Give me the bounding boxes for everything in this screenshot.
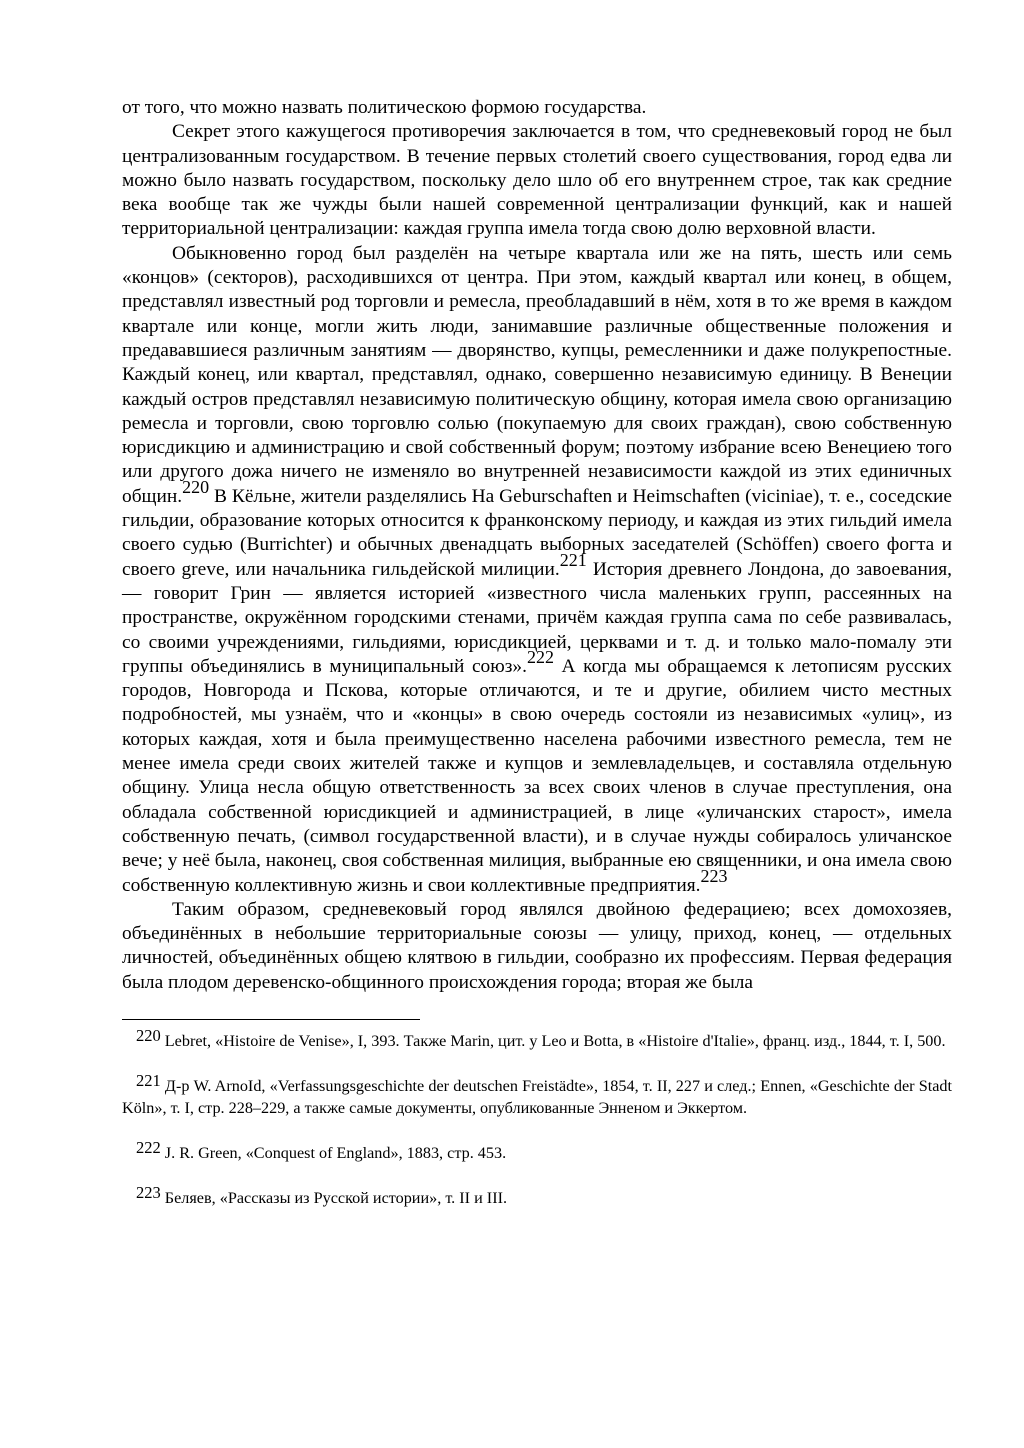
footnote-text: Д-р W. ArnoId, «Verfassungsgeschichte der deutschen Freistädte», 1854, т. II, 227 и след.; Ennen, «Geschichte der Stadt Köln», т. I, стр. 228–229, а также самые документы, опубликованные Энненом и Эккертом. — [122, 1076, 952, 1117]
paragraph-3 — [122, 242, 952, 898]
paragraph-2: Секрет этого кажущегося противоречия заключается в том, что средневековый город не был централизованным государством. В течение первых столетий своего существования, город едва ли можно было назвать государством, поскольку дело шло об его внутреннем строе, так как средние века вообще так же чужды были нашей современной централизации функций, как и нашей территориальной централизации: каждая группа имела тогда свою долю верховной власти. — [122, 121, 952, 240]
paragraph-3-part-3: История древнего Лондона, до завоевания, — говорит Грин — является историей «известного числа маленьких групп, рассеянных на пространстве, окружённом городскими стенами, причём каждая группа сама по себе развивалась, со своими учреждениями, гильдиями, юрисдикцией, церквами и т. д. и только мало-помалу эти группы объединялись в муниципальный союз». — [122, 558, 952, 677]
paragraph-3-part-2: В Кёльне, жители разделялись На Geburschaften и Heimschaften (viciniae), т. е., соседские гильдии, образование которых относится к франконскому периоду, и каждая из этих гильдий имела своего судью (Burrichter) и обычных двенадцать выборных заседателей (Schöffen) своего фогта и своего greve, или начальника гильдейской милиции. — [122, 485, 952, 580]
footnote-text: Lebret, «Histoire de Venise», I, 393. Также Marin, цит. у Leo и Botta, в «Histoire d'Italie», франц. изд., 1844, т. I, 500. — [160, 1031, 946, 1050]
document-page — [122, 96, 952, 1232]
footnote-222 — [122, 1137, 952, 1164]
paragraph-4: Таким образом, средневековый город являлся двойною федерациею; всех домохозяев, объединённых в небольшие территориальные союзы — улицу, приход, конец, — отдельных личностей, объединённых общею клятвою в гильдии, сообразно их профессиям. Первая федерация была плодом деревенско-общинного происхождения города; вторая же была — [122, 898, 952, 993]
footnote-221 — [122, 1070, 952, 1119]
footnote-ref-220[interactable]: 220 — [182, 476, 210, 497]
footnote-number: 221 — [136, 1070, 161, 1090]
paragraph-3-part-4: А когда мы обращаемся к летописям русских городов, Новгорода и Пскова, которые отличаются, и те и другие, обилием чисто местных подробностей, мы узнаём, что и «концы» в свою очередь состояли из независимых «улиц», из которых каждая, хотя и была преимущественно населена рабочими известного ремесла, тем не менее имела среди своих жителей также и купцов и землевладельцев, и составляла отдельную общину. Улица несла общую ответственность за всех своих членов в случае преступления, она обладала собственной юрисдикцией и администрацией, в лице «уличанских старост», имела собственную печать, (символ государственной власти), и в случае нужды собиралось уличанское вече; у неё была, наконец, своя собственная милиция, выбранные ею священники, и она имела свою собственную коллективную жизнь и свои коллективные предприятия. — [122, 655, 952, 896]
footnote-ref-221[interactable]: 221 — [559, 549, 587, 570]
footnotes-section — [122, 1025, 952, 1209]
footnote-number: 223 — [136, 1182, 161, 1202]
main-text — [122, 96, 952, 995]
footnote-text: Беляев, «Рассказы из Русской истории», т. II и III. — [160, 1188, 508, 1207]
footnote-220 — [122, 1025, 952, 1052]
paragraph-1: от того, что можно назвать политическою формою государства. — [122, 97, 647, 118]
paragraph-3-part-1: Обыкновенно город был разделён на четыре квартала или же на пять, шесть или семь «концов» (секторов), расходившихся от центра. При этом, каждый квартал или конец, в общем, представлял известный род торговли и ремесла, преобладавший в нём, хотя в то же время в каждом квартале или конце, могли жить люди, занимавшие различные общественные положения и предававшиеся различным занятиям — дворянство, купцы, ремесленники и даже полукрепостные. Каждый конец, или квартал, представлял, однако, совершенно независимую единицу. В Венеции каждый остров представлял независимую политическую общину, которая имела свою организацию ремесла и торговли, свою торговлю солью (покупаемую для своих граждан), свою собственную юрисдикцию и администрацию и свой собственный форум; поэтому избрание всею Венециею того или другого дожа ничего не изменяло во внутренней независимости каждой из этих единичных общин. — [122, 242, 952, 507]
footnote-text: J. R. Green, «Conquest of England», 1883, стр. 453. — [160, 1143, 507, 1162]
footnote-number: 222 — [136, 1137, 161, 1157]
footnote-divider — [122, 1019, 420, 1020]
footnote-ref-223[interactable]: 223 — [700, 865, 728, 886]
footnote-ref-222[interactable]: 222 — [526, 646, 554, 667]
footnote-223 — [122, 1182, 952, 1209]
footnote-number: 220 — [136, 1025, 161, 1045]
